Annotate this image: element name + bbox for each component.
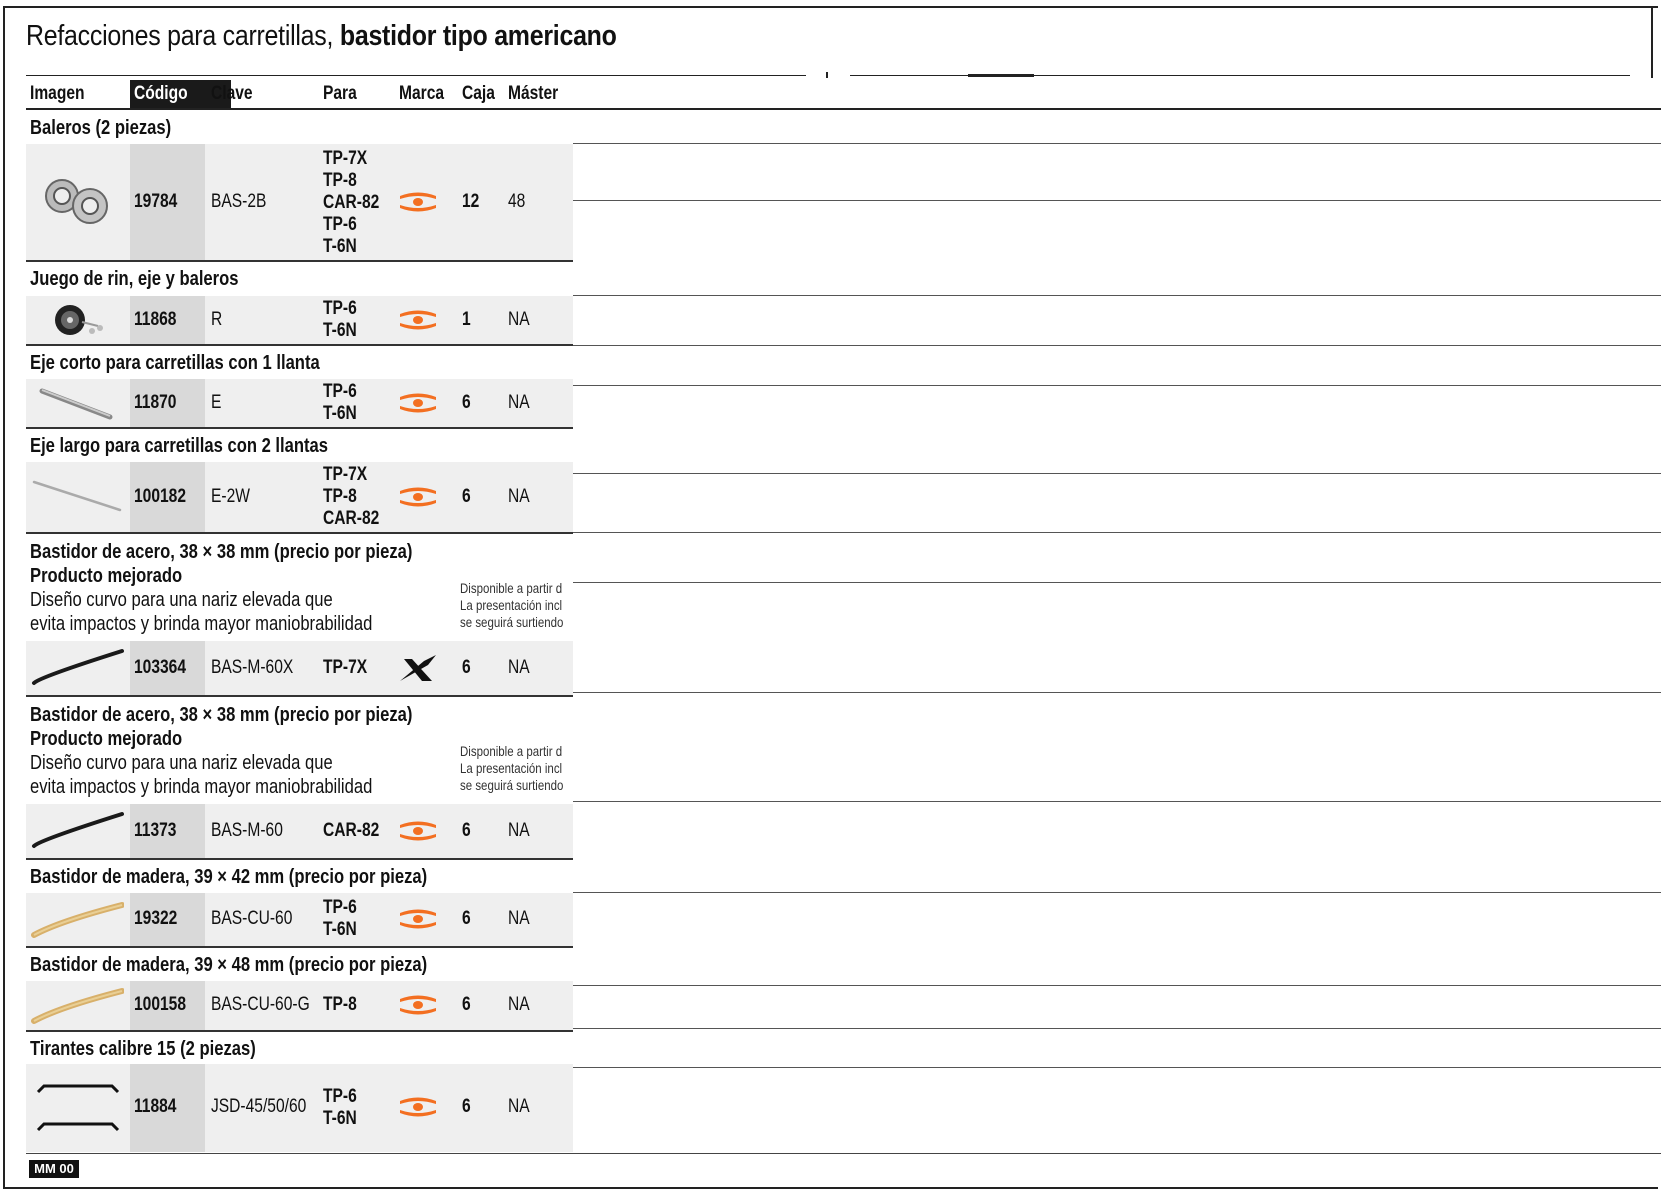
- long-rule: [573, 582, 1661, 583]
- footer-rule: [26, 1153, 1661, 1154]
- para-item: CAR-82: [323, 820, 380, 841]
- para-item: TP-7X: [323, 148, 368, 169]
- group-title: Tirantes calibre 15 (2 piezas): [30, 1038, 256, 1060]
- caja-cell: 6: [462, 486, 471, 507]
- codigo-cell: 19322: [134, 908, 178, 929]
- group-header: [26, 1032, 573, 1066]
- para-cell: [323, 657, 367, 679]
- para-cell: [323, 298, 357, 342]
- clave-cell: BAS-CU-60-G: [211, 994, 310, 1015]
- group-title: Bastidor de acero, 38 × 38 mm (precio por pieza): [30, 704, 413, 726]
- para-cell: [323, 820, 379, 842]
- master-cell: NA: [508, 309, 530, 330]
- master-cell: 48: [508, 191, 526, 212]
- long-rule: [573, 801, 1661, 802]
- master-cell: NA: [508, 486, 530, 507]
- page-title-bold: bastidor tipo americano: [339, 20, 617, 52]
- para-cell: [323, 464, 379, 530]
- long-rule: [573, 985, 1661, 986]
- group-desc: Diseño curvo para una nariz elevada que: [30, 589, 333, 611]
- para-item: TP-6: [323, 897, 357, 918]
- group-title: Bastidor de acero, 38 × 38 mm (precio por pieza): [30, 541, 413, 563]
- group-desc: Diseño curvo para una nariz elevada que: [30, 752, 333, 774]
- clave-cell: JSD-45/50/60: [211, 1096, 307, 1117]
- master-cell: NA: [508, 1096, 530, 1117]
- para-item: TP-6: [323, 298, 357, 319]
- para-item: T-6N: [323, 320, 357, 341]
- header-para: Para: [323, 83, 357, 104]
- caja-cell: 6: [462, 994, 471, 1015]
- long-rule: [573, 295, 1661, 296]
- master-cell: NA: [508, 994, 530, 1015]
- long-rule: [573, 532, 1661, 533]
- long-rule: [573, 143, 1661, 144]
- steel-frame-icon: [30, 647, 124, 689]
- master-cell: NA: [508, 908, 530, 929]
- page-title-regular: Refacciones para carretillas,: [26, 20, 334, 52]
- para-item: TP-7X: [323, 464, 368, 485]
- para-item: TP-7X: [323, 657, 368, 678]
- para-item: TP-6: [323, 214, 357, 235]
- note-line: La presentación incl: [460, 597, 563, 613]
- header-master: Máster: [508, 83, 559, 104]
- header-imagen: Imagen: [30, 83, 85, 104]
- header-marca: Marca: [399, 83, 445, 104]
- table-row: [26, 893, 573, 946]
- header-caja: Caja: [462, 83, 495, 104]
- wood-frame-icon: [30, 899, 124, 941]
- availability-note: [460, 580, 573, 636]
- table-header: [26, 80, 573, 108]
- note-line: se seguirá surtiendo: [460, 777, 564, 793]
- bearings-icon: [30, 166, 124, 236]
- note-line: se seguirá surtiendo: [460, 614, 564, 630]
- clave-cell: E: [211, 392, 222, 413]
- para-item: CAR-82: [323, 508, 380, 529]
- wood-frame-icon: [30, 985, 124, 1027]
- clave-cell: BAS-CU-60: [211, 908, 293, 929]
- codigo-cell: 11870: [134, 392, 177, 413]
- table-row: [26, 144, 573, 260]
- table-row: [26, 296, 573, 344]
- para-item: T-6N: [323, 1108, 357, 1129]
- title-rule: [26, 75, 806, 76]
- table-row: [26, 804, 573, 858]
- codigo-cell: 100182: [134, 486, 186, 507]
- long-rule: [573, 200, 1661, 201]
- caja-cell: 6: [462, 657, 471, 678]
- codigo-cell: 11884: [134, 1096, 177, 1117]
- page-title: [26, 20, 617, 53]
- codigo-cell: 11868: [134, 309, 177, 330]
- group-title: Baleros (2 piezas): [30, 117, 172, 139]
- caja-cell: 6: [462, 820, 471, 841]
- group-desc: evita impactos y brinda mayor maniobrabilidad: [30, 776, 373, 798]
- group-title: Eje largo para carretillas con 2 llantas: [30, 435, 329, 457]
- caja-cell: 6: [462, 392, 471, 413]
- para-item: T-6N: [323, 919, 357, 940]
- para-cell: [323, 1086, 357, 1130]
- availability-note: [460, 743, 573, 799]
- brand-logo-icon: [398, 191, 438, 213]
- table-row: [26, 1064, 573, 1152]
- codigo-cell: 100158: [134, 994, 186, 1015]
- long-axle-icon: [30, 476, 124, 516]
- para-item: TP-6: [323, 381, 357, 402]
- table-row: [26, 981, 573, 1030]
- master-cell: NA: [508, 392, 530, 413]
- caja-cell: 12: [462, 191, 480, 212]
- para-cell: [323, 148, 379, 258]
- group-header: [26, 262, 573, 296]
- rim-icon: [30, 300, 124, 340]
- group-subtitle: Producto mejorado: [30, 565, 183, 587]
- group-header: [26, 346, 573, 380]
- footer-badge: MM 00: [29, 1160, 79, 1178]
- caja-cell: 6: [462, 1096, 471, 1117]
- page-frame-edge: [1651, 6, 1653, 78]
- clave-cell: BAS-2B: [211, 191, 267, 212]
- brand-logo-icon: [398, 908, 438, 930]
- header-clave: Clave: [211, 83, 253, 104]
- clave-cell: E-2W: [211, 486, 250, 507]
- note-line: La presentación incl: [460, 760, 563, 776]
- group-title: Juego de rin, eje y baleros: [30, 268, 239, 290]
- group-header: [26, 860, 573, 894]
- codigo-cell: 19784: [134, 191, 178, 212]
- para-item: T-6N: [323, 236, 357, 257]
- title-rule-marker: [968, 74, 1034, 77]
- para-cell: [323, 897, 357, 941]
- para-cell: [323, 994, 357, 1016]
- long-rule: [573, 1028, 1661, 1029]
- group-title: Bastidor de madera, 39 × 48 mm (precio por pieza): [30, 954, 428, 976]
- master-cell: NA: [508, 657, 530, 678]
- table-row: [26, 379, 573, 427]
- brand-logo-icon: [398, 486, 438, 508]
- clave-cell: BAS-M-60X: [211, 657, 294, 678]
- note-line: Disponible a partir d: [460, 580, 563, 596]
- group-header: [26, 110, 573, 144]
- para-item: T-6N: [323, 403, 357, 424]
- long-rule: [573, 345, 1661, 346]
- long-rule: [573, 473, 1661, 474]
- group-desc: evita impactos y brinda mayor maniobrabilidad: [30, 613, 373, 635]
- codigo-cell: 103364: [134, 657, 186, 678]
- steel-frame-icon: [30, 810, 124, 852]
- clave-cell: R: [211, 309, 223, 330]
- long-rule: [573, 692, 1661, 693]
- note-line: Disponible a partir d: [460, 743, 563, 759]
- brand-logo-icon: [398, 820, 438, 842]
- caja-cell: 6: [462, 908, 471, 929]
- para-cell: [323, 381, 357, 425]
- brand-logo-icon: [398, 392, 438, 414]
- brand-logo-icon: [398, 994, 438, 1016]
- brand-logo-icon: [398, 1096, 438, 1118]
- braces-icon: [30, 1082, 124, 1138]
- para-item: CAR-82: [323, 192, 380, 213]
- clave-cell: BAS-M-60: [211, 820, 283, 841]
- para-item: TP-8: [323, 994, 357, 1015]
- long-rule: [573, 892, 1661, 893]
- long-rule: [573, 1067, 1661, 1068]
- para-item: TP-8: [323, 486, 357, 507]
- group-subtitle: Producto mejorado: [30, 728, 183, 750]
- group-title: Bastidor de madera, 39 × 42 mm (precio por pieza): [30, 866, 428, 888]
- group-header: [26, 948, 573, 982]
- x-brand-icon: [398, 653, 438, 683]
- table-row: [26, 462, 573, 532]
- para-item: TP-8: [323, 170, 357, 191]
- header-codigo: Código: [134, 83, 188, 104]
- para-item: TP-6: [323, 1086, 357, 1107]
- codigo-cell: 11373: [134, 820, 177, 841]
- long-rule: [573, 385, 1661, 386]
- brand-logo-icon: [398, 309, 438, 331]
- title-rule-right: [850, 75, 1630, 76]
- caja-cell: 1: [462, 309, 471, 330]
- group-title: Eje corto para carretillas con 1 llanta: [30, 352, 320, 374]
- table-row: [26, 641, 573, 695]
- master-cell: NA: [508, 820, 530, 841]
- axle-icon: [30, 383, 124, 423]
- title-rule-tick: [826, 72, 828, 78]
- group-header: [26, 429, 573, 463]
